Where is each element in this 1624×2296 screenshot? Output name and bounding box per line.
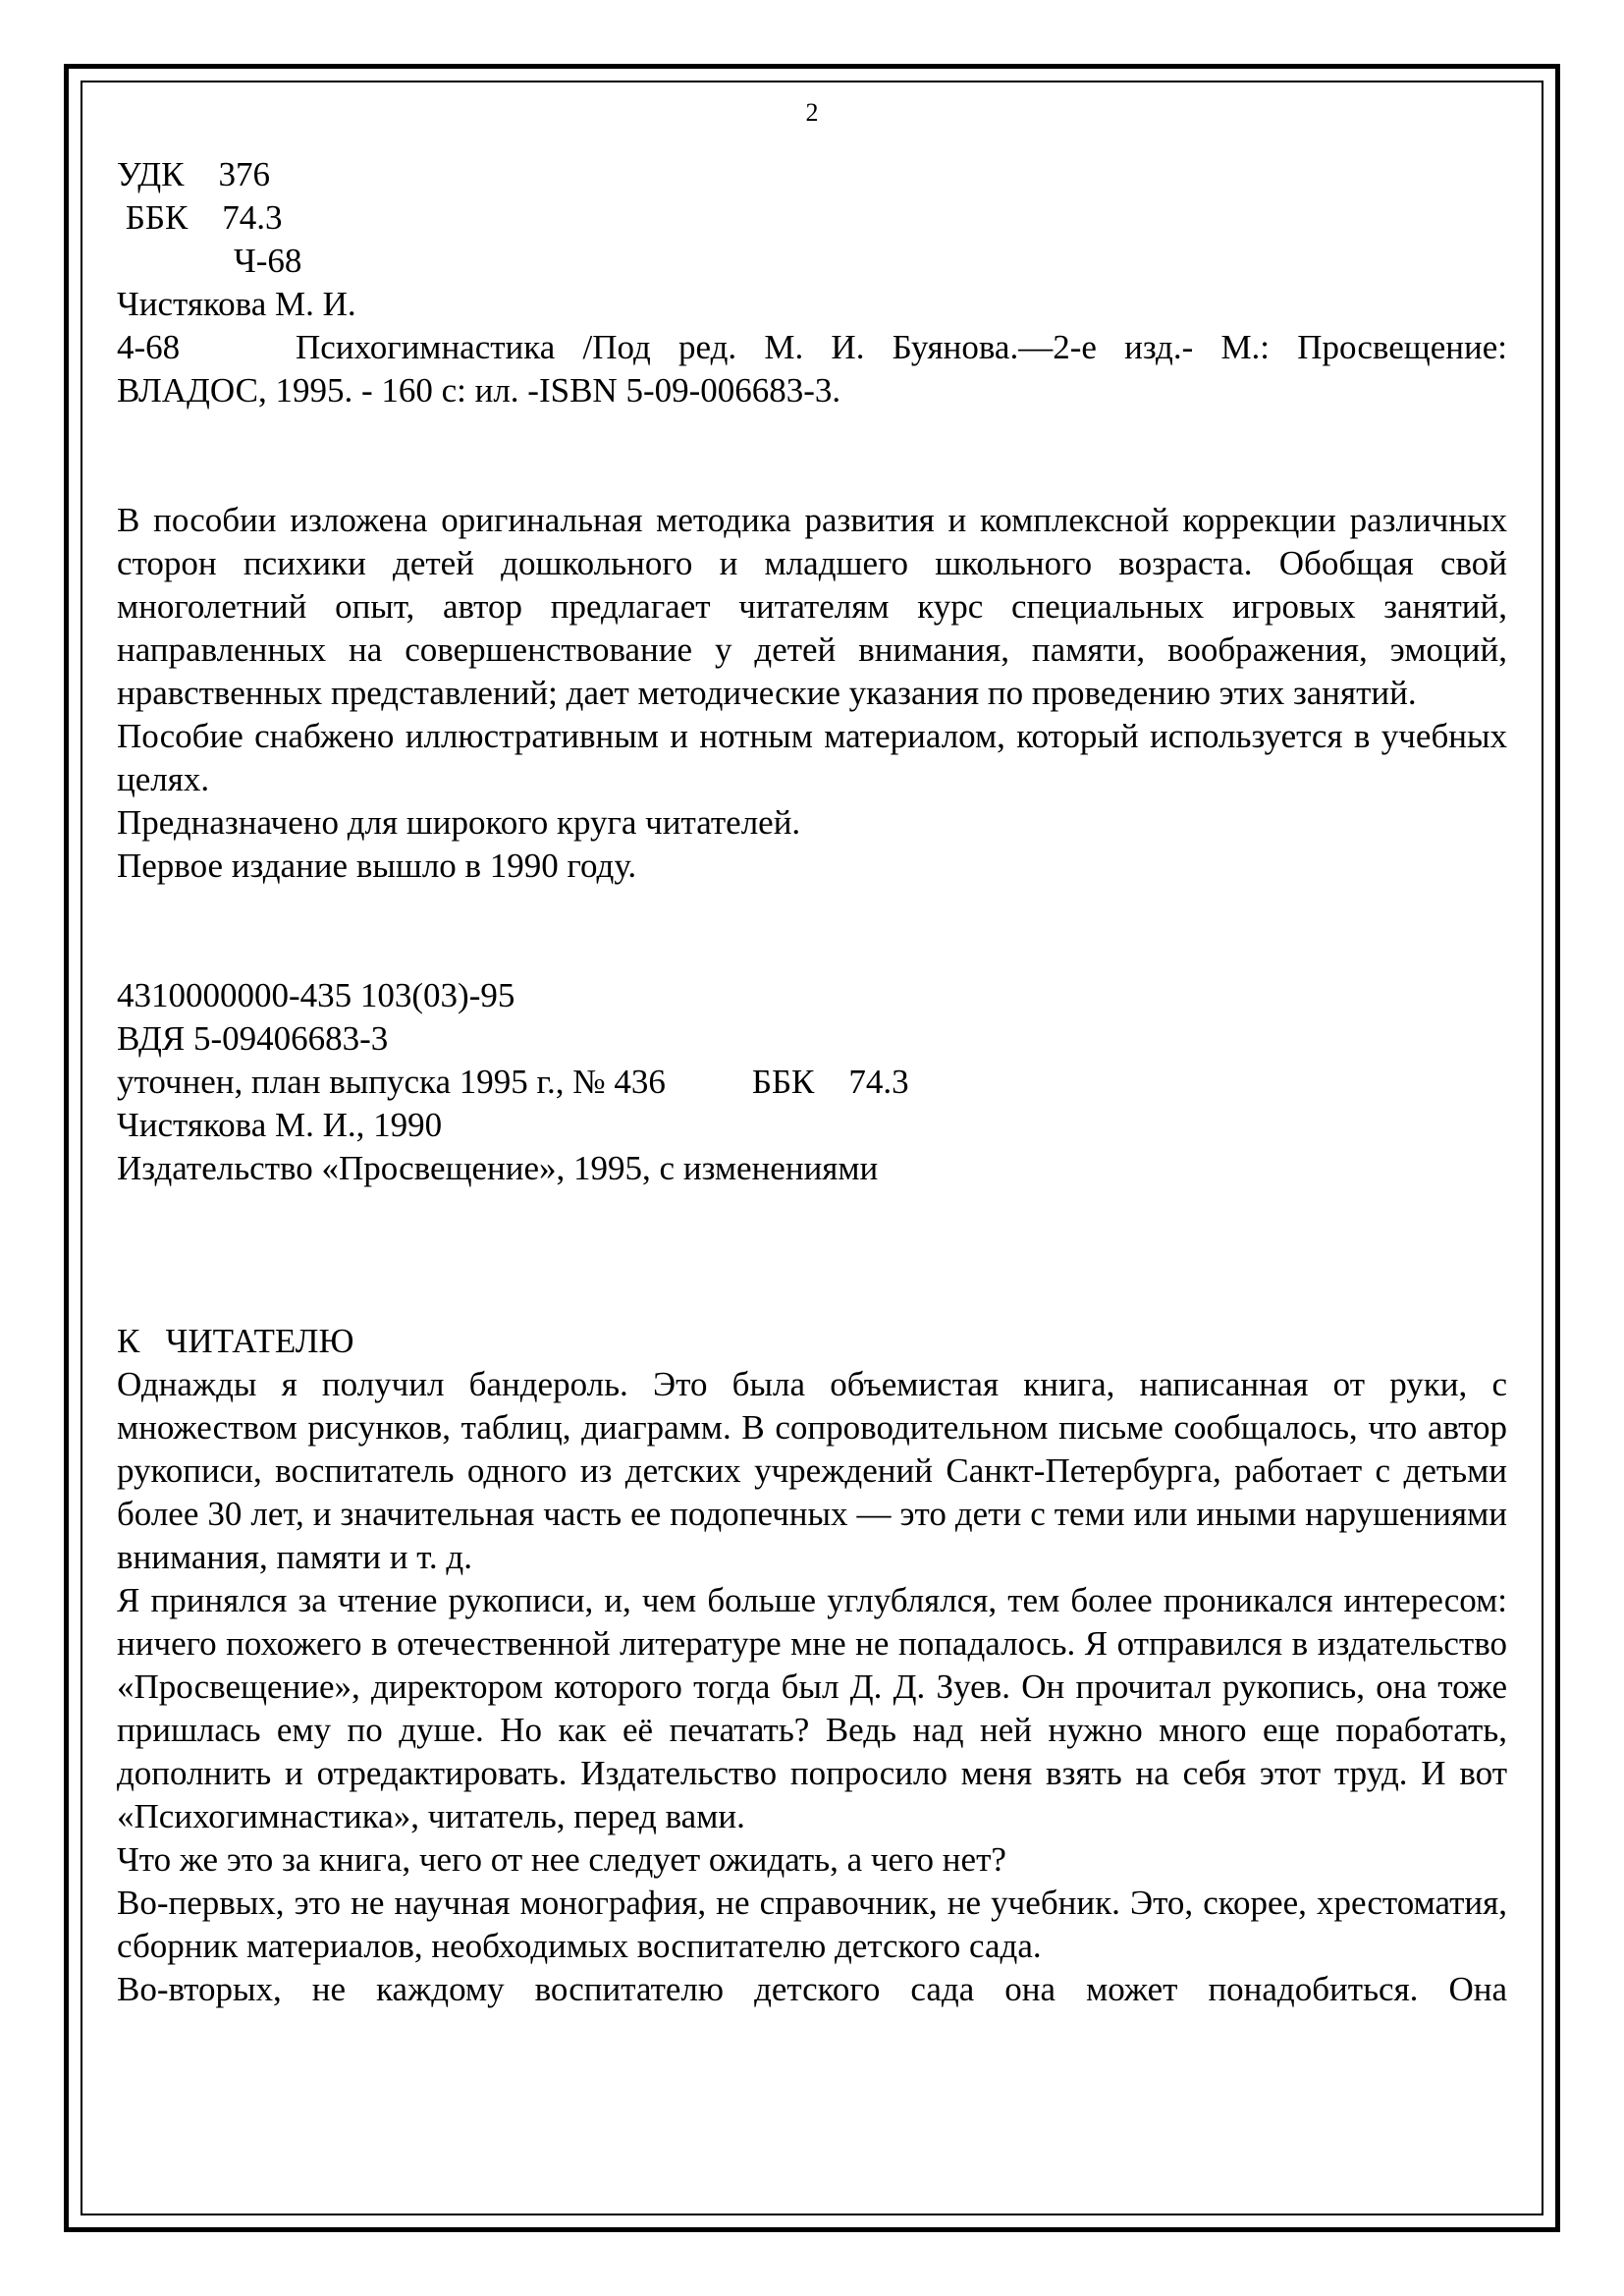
bibliographic-entry bbox=[117, 326, 1507, 369]
catalog-code: Ч-68 bbox=[234, 242, 302, 280]
page-content bbox=[117, 153, 1507, 2011]
preface-paragraph: Однажды я получил бандероль. Это была объемистая книга, написанная от руки, с множеством рисунков, таблиц, диаграмм. В сопроводительном письме сообщалось, что автор рукописи, воспитатель одного из детских учреждений Санкт-Петербурга, работает с детьми более 30 лет, и значительная часть ее подопечных — это дети с теми или иными нарушениями внимания, памяти и т. д. bbox=[117, 1365, 1507, 1576]
preface-paragraph: Что же это за книга, чего от нее следует ожидать, а чего нет? bbox=[117, 1840, 1006, 1879]
page-number: 2 bbox=[805, 98, 819, 127]
annotation-paragraph: Предназначено для широкого круга читателей. bbox=[117, 803, 801, 842]
imprint-line: Чистякова М. И., 1990 bbox=[117, 1106, 443, 1144]
imprint-bbk: ББК 74.3 bbox=[751, 1063, 909, 1101]
preface-paragraph: Во-первых, это не научная монография, не справочник, не учебник. Это, скорее, хрестоматия, сборник материалов, необходимых воспитателю детского сада. bbox=[117, 1884, 1507, 1965]
bib-description-cont: ВЛАДОС, 1995. - 160 с: ил. -ISBN 5-09-006683-3. bbox=[117, 371, 841, 410]
bib-description: Психогимнастика /Под ред. М. И. Буянова.—2-е изд.- М.: Просвещение: bbox=[296, 328, 1507, 366]
imprint-line: Издательство «Просвещение», 1995, с изменениями bbox=[117, 1149, 879, 1187]
imprint-plan: уточнен, план выпуска 1995 г., № 436 bbox=[117, 1063, 666, 1101]
section-title: К ЧИТАТЕЛЮ bbox=[117, 1322, 354, 1360]
bib-number: 4-68 bbox=[117, 328, 181, 366]
bbk-line: ББК 74.3 bbox=[117, 198, 283, 237]
udk-line: УДК 376 bbox=[117, 155, 270, 193]
annotation-paragraph: Первое издание вышло в 1990 году. bbox=[117, 847, 637, 885]
preface-paragraph: Я принялся за чтение рукописи, и, чем больше углублялся, тем более проникался интересом: ничего похожего в отечественной литературе мне не попадалось. Я отправился в издательство «Просвещение», директором которого тогда был Д. Д. Зуев. Он прочитал рукопись, она тоже пришлась ему по душе. Но как её печатать? Ведь над ней нужно много еще поработать, дополнить и отредактировать. Издательство попросило меня взять на себя этот труд. И вот «Психогимнастика», читатель, перед вами. bbox=[117, 1581, 1507, 1835]
annotation-paragraph: Пособие снабжено иллюстративным и нотным материалом, который используется в учебных целях. bbox=[117, 717, 1507, 798]
author-line: Чистякова М. И. bbox=[117, 285, 356, 323]
imprint-line: 4310000000-435 103(03)-95 bbox=[117, 976, 515, 1014]
imprint-line: ВДЯ 5-09406683-3 bbox=[117, 1019, 389, 1058]
imprint-line bbox=[117, 1061, 1507, 1104]
annotation-paragraph: В пособии изложена оригинальная методика развития и комплексной коррекции различных сторон психики детей дошкольного и младшего школьного возраста. Обобщая свой многолетний опыт, автор предлагает читателям курс специальных игровых занятий, направленных на совершенствование у детей внимания, памяти, воображения, эмоций, нравственных представлений; дает методические указания по проведению этих занятий. bbox=[117, 501, 1507, 712]
preface-paragraph: Во-вторых, не каждому воспитателю детского сада она может понадобиться. Она bbox=[117, 1970, 1507, 2008]
